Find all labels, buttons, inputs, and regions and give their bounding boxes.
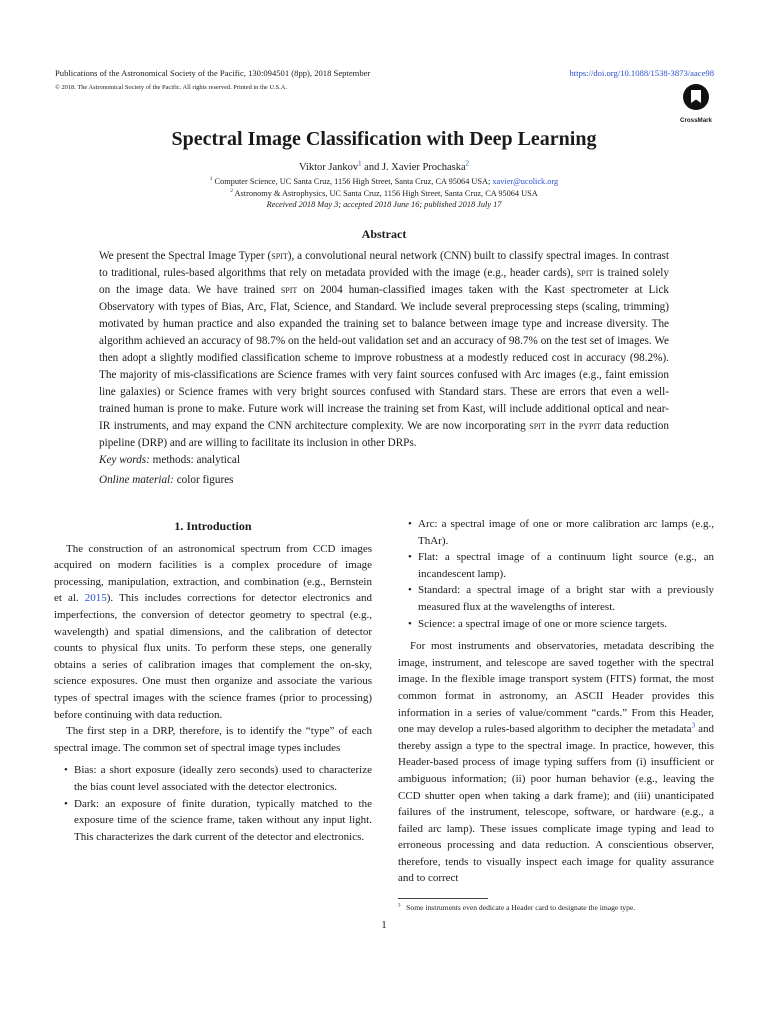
footnote-divider (398, 898, 488, 899)
author-list (0, 162, 768, 173)
email-link[interactable]: xavier@ucolick.org (492, 177, 559, 186)
intro-paragraph-1: The construction of an astronomical spectrum from CCD images acquired on modern facilities is a complex procedure of image processing, manipulation, extraction, and combination (e.g., Bernstein et al. 2015). This includes corrections for detector electronics and imperfections, the conversion of detector geometry to spectral (e.g., wavelength) and spatial dimensions, and the calibration of detector counts to physical flux units. To perform these steps, one generally obtains a series of calibration images that complement the on-sky, science exposures. One must then organize and associate the various types of spectral images with the science frames (prior to processing) before continuing with data reduction. (54, 542, 372, 721)
citation-link-bernstein[interactable]: 2015 (84, 592, 107, 605)
affiliation-2 (0, 189, 768, 198)
crossmark-label: CrossMark (680, 117, 712, 124)
bullet-icon: • (408, 617, 412, 630)
keywords (99, 454, 240, 466)
section-heading-introduction: 1. Introduction (174, 519, 252, 533)
bullet-icon: • (408, 584, 412, 597)
intro-paragraph-2: The first step in a DRP, therefore, is to identify the “type” of each spectral image. The common set of spectral image types includes (54, 725, 372, 754)
online-material-label: Online material: (99, 474, 174, 486)
author-2-affil-mark[interactable]: 2 (465, 160, 470, 168)
affiliation-2-text: Astronomy & Astrophysics, UC Santa Cruz, 1156 High Street, Santa Cruz, CA 95064 USA (232, 189, 538, 198)
footnote-number: 3 (398, 903, 401, 909)
author-1-affil-mark[interactable]: 1 (358, 160, 362, 168)
list-item: • Flat: a spectral image of a continuum light source (e.g., an incandescent lamp). (408, 551, 714, 580)
keywords-label: Key words: (99, 454, 150, 466)
bullet-icon: • (408, 518, 412, 530)
image-type-list-right (398, 516, 714, 632)
affiliation-2-number: 2 (230, 188, 233, 195)
online-material-value: color figures (173, 474, 234, 486)
list-item: • Science: a spectral image of one or more science targets. (398, 616, 714, 633)
bullet-icon: • (64, 764, 68, 777)
author-2: and J. Xavier Prochaska (361, 162, 466, 173)
crossmark-icon (682, 83, 710, 111)
left-column (54, 516, 372, 845)
copyright-notice: © 2018. The Astronomical Society of the Pacific. All rights reserved. Printed in the U.S.A. (55, 84, 287, 91)
paper-title: Spectral Image Classification with Deep Learning (171, 128, 597, 150)
affiliation-1 (0, 177, 768, 186)
right-column (398, 516, 714, 887)
footnote-3-mark[interactable]: 3 (691, 721, 696, 730)
list-item: • Arc: a spectral image of one or more calibration arc lamps (e.g., ThAr). (408, 518, 714, 547)
page-number: 1 (381, 919, 387, 931)
crossmark-badge[interactable] (676, 83, 716, 124)
image-type-list-left (54, 762, 372, 845)
journal-citation: Publications of the Astronomical Society of the Pacific, 130:094501 (8pp), 2018 September (55, 68, 371, 78)
bullet-icon: • (64, 797, 68, 810)
affiliation-1-number: 1 (209, 176, 213, 183)
abstract-heading: Abstract (361, 227, 407, 241)
footnote-text: Some instruments even dedicate a Header card to designate the image type. (406, 903, 636, 912)
affiliation-1-text: Computer Science, UC Santa Cruz, 1156 High Street, Santa Cruz, CA 95064 USA; (212, 177, 493, 186)
publication-dates: Received 2018 May 3; accepted 2018 June 16; published 2018 July 17 (266, 200, 502, 209)
doi-link[interactable]: https://doi.org/10.1088/1538-3873/aace98 (569, 68, 714, 78)
intro-paragraph-3: For most instruments and observatories, metadata describing the image, instrument, and telescope are saved together with the spectral image. In the flexible image transport system (FITS) format, the most common format in astronomy, an ASCII Header provides this information in a series of value/comment “cards.” From this Header, one may develop a rules-based algorithm to decipher the metadata$^3$ and thereby assign a type to the spectral image. In practice, however, this Header-based process of image typing suffers from (i) insufficient or ambiguous information; (ii) poor human behavior (e.g., leaving the CCD shutter open when taking a dark frame); and (iii) unanticipated failures of the instrument, telescope, software, or hardware (e.g., a failed arc lamp). These issues complicate image typing and lead to erroneous processing and data reduction. A conscientious observer, therefore, tends to visually inspect each image for quality assurance and to correct (398, 640, 714, 885)
list-item: • Dark: an exposure of finite duration, typically matched to the exposure time of the science frame, taken without any input light. This characterizes the dark current of the detector and electronics. (64, 797, 372, 843)
abstract-body: We present the Spectral Image Typer (spit), a convolutional neural network (CNN) built to classify spectral images. In contrast to traditional, rules-based algorithms that rely on metadata provided with the image (e.g., header cards), spit is trained solely on the image data. We have trained spit on 2004 human-classified images taken with the Kast spectrometer at Lick Observatory with types of Bias, Arc, Flat, Science, and Standard. We include several preprocessing steps (scaling, trimming) motivated by human practice and also expanded the training set to balance between image type and increase diversity. The algorithm achieved an accuracy of 98.7% on the held-out validation set and an accuracy of 98.7% on the test set of images. We then adopt a slightly modified classification scheme to improve robustness at a modestly reduced cost in accuracy (98.2%). The majority of mis-classifications are Science frames with very faint sources confused with Arc images (e.g., faint emission line galaxies) or Science frames with very bright sources confused with Standard stars. These are errors that even a well-trained human is prone to make. Future work will increase the training set from Kast, will include additional optical and near-IR instruments, and may expand the CNN architecture complexity. We are now incorporating spit in the pypit data reduction pipeline (DRP) and are willing to facilitate its inclusion in other DRPs. (99, 250, 669, 449)
online-material (99, 474, 234, 486)
author-1: Viktor Jankov (298, 162, 359, 173)
bullet-icon: • (408, 551, 412, 564)
list-item: • Standard: a spectral image of a bright star with a previously measured flux at the wavelengths of interest. (408, 584, 714, 613)
list-item: • Bias: a short exposure (ideally zero seconds) used to characterize the bias count level associated with the detector electronics. (64, 764, 372, 793)
footnote-3 (398, 903, 635, 912)
keywords-value: methods: analytical (149, 454, 240, 466)
